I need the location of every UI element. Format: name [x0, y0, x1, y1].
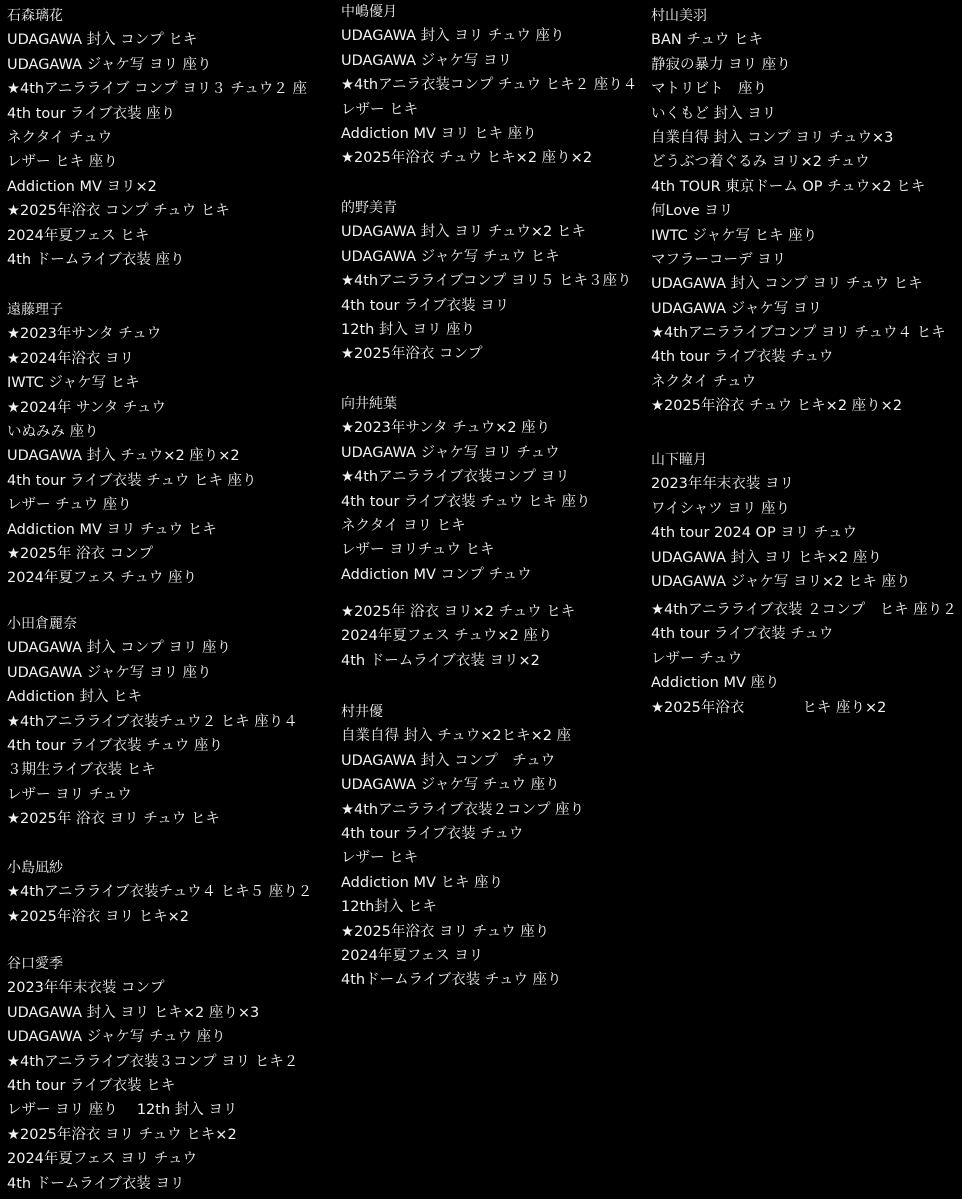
item-line: レザー ヒキ 座り — [7, 154, 118, 171]
item-line: ★2025年浴衣 チュウ ヒキ×2 座り×2 — [651, 398, 903, 415]
item-line: 4th ドームライブ衣装 座り — [7, 251, 185, 268]
item-line: 4th tour ライブ衣装 チュウ 座り — [7, 737, 223, 754]
item-line: UDAGAWA 封入 チュウ×2 座り×2 — [7, 448, 240, 465]
member-block — [7, 298, 334, 591]
item-line: 自業自得 封入 チュウ×2ヒキ×2 座 — [341, 728, 572, 745]
item-line: 自業自得 封入 コンプ ヨリ チュウ×3 — [651, 129, 894, 146]
item-line: ★2025年浴衣 ヨリ チュウ 座り — [341, 923, 550, 940]
item-line: 静寂の暴力 ヨリ 座り — [651, 56, 791, 73]
item-line: ネクタイ チュウ — [651, 373, 757, 390]
item-line: 4th ドームライブ衣装 ヨリ×2 — [341, 652, 540, 669]
member-name: 谷口愛季 — [7, 956, 63, 972]
item-line: ネクタイ ヨリ ヒキ — [341, 517, 466, 534]
item-line: 2024年夏フェス チュウ 座り — [7, 570, 197, 587]
item-line: UDAGAWA 封入 ヨリ ヒキ×2 座り×3 — [7, 1004, 260, 1021]
item-line: Addiction 封入 ヒキ — [7, 689, 143, 706]
item-line: ★2025年浴衣 ヒキ 座り×2 — [651, 699, 887, 716]
member-block — [341, 700, 644, 993]
item-line: 何Love ヨリ — [651, 203, 734, 220]
item-line: 2023年年末衣装 ヨリ — [651, 476, 795, 493]
item-line: 2024年夏フェス チュウ×2 座り — [341, 628, 553, 645]
item-line: 4th tour ライブ衣装 チュウ — [651, 626, 834, 643]
item-line: ★2023年サンタ チュウ — [7, 326, 162, 343]
member-name: 向井純葉 — [341, 396, 397, 412]
item-line: ★4thアニラ衣装コンプ チュウ ヒキ２ 座り４ — [341, 77, 638, 94]
member-block — [7, 612, 334, 832]
item-line: いくもど 封入 ヨリ — [651, 105, 777, 122]
member-block — [7, 856, 334, 929]
item-line: UDAGAWA ジャケ写 チュウ ヒキ — [341, 248, 560, 265]
item-line: Addiction MV コンプ チュウ — [341, 566, 532, 583]
item-line: レザー チュウ — [651, 650, 743, 667]
item-line: ★4thアニラライブ衣装３コンプ ヨリ ヒキ２ — [7, 1053, 299, 1070]
item-line: ★4thアニラライブコンプ ヨリ５ ヒキ３座り — [341, 273, 632, 290]
item-line: ★4thアニラライブ衣装 ２コンプ ヒキ 座り２ — [651, 602, 957, 618]
item-line: ★2025年浴衣 チュウ ヒキ×2 座り×2 — [341, 150, 593, 167]
item-line: いぬみみ 座り — [7, 423, 99, 440]
item-line: UDAGAWA 封入 コンプ ヨリ 座り — [7, 640, 231, 657]
item-line: UDAGAWA ジャケ写 チュウ 座り — [341, 777, 560, 794]
item-line: ★2025年 浴衣 ヨリ×2 チュウ ヒキ — [341, 604, 576, 620]
item-line: Addiction MV ヨリ×2 — [7, 178, 157, 195]
item-line: ★4thアニラライブ衣装チュウ２ ヒキ 座り４ — [7, 713, 298, 730]
item-line: 4th tour ライブ衣装 チュウ ヒキ 座り — [7, 472, 257, 489]
item-line: ★2024年浴衣 ヨリ — [7, 350, 135, 367]
item-line: BAN チュウ ヒキ — [651, 32, 763, 49]
item-line: レザー ヨリ チュウ — [7, 786, 132, 803]
member-name: 遠藤理子 — [7, 302, 63, 318]
item-line: マトリビト 座り — [651, 81, 767, 98]
item-line: ★2025年浴衣 コンプ チュウ ヒキ — [7, 203, 230, 220]
member-name: 山下瞳月 — [651, 452, 707, 468]
member-block — [651, 4, 962, 419]
item-line: UDAGAWA ジャケ写 ヨリ 座り — [7, 664, 212, 681]
item-line: 4th tour ライブ衣装 ヒキ — [7, 1077, 176, 1094]
item-line: ★2025年 浴衣 ヨリ チュウ ヒキ — [7, 811, 220, 828]
item-line: IWTC ジャケ写 ヒキ 座り — [651, 227, 818, 244]
item-line: 2023年年末衣装 コンプ — [7, 980, 165, 997]
item-line: 4th tour ライブ衣装 座り — [7, 105, 176, 122]
item-line: 4th tour 2024 OP ヨリ チュウ — [651, 525, 857, 542]
item-line: UDAGAWA 封入 ヨリ ヒキ×2 座り — [651, 549, 882, 566]
item-line: 12th封入 ヒキ — [341, 899, 437, 916]
item-line: Addiction MV 座り — [651, 675, 780, 692]
item-line: 2024年夏フェス ヨリ — [341, 947, 484, 964]
item-line: ★4thアニラライブコンプ ヨリ チュウ４ ヒキ — [651, 325, 946, 342]
item-line: レザー ヒキ — [341, 101, 419, 118]
member-name: 小田倉麗奈 — [7, 616, 77, 632]
item-line: UDAGAWA ジャケ写 ヨリ 座り — [7, 56, 212, 73]
item-line: 2024年夏フェス ヒキ — [7, 227, 150, 244]
member-name: 中嶋優月 — [341, 4, 397, 20]
item-line: 12th 封入 ヨリ 座り — [341, 321, 476, 338]
member-block — [341, 392, 644, 587]
item-line: UDAGAWA ジャケ写 チュウ 座り — [7, 1029, 226, 1046]
item-line: ★4thアニラライブ衣装コンプ ヨリ — [341, 469, 570, 486]
item-line: レザー チュウ 座り — [7, 497, 132, 514]
member-name: 小島凪紗 — [7, 860, 63, 876]
member-block — [341, 196, 644, 367]
item-line: 4th tour ライブ衣装 チュウ — [341, 825, 524, 842]
item-line: ★4thアニラライブ コンプ ヨリ３ チュウ２ 座 — [7, 81, 308, 98]
item-line: 4th tour ライブ衣装 チュウ — [651, 349, 834, 366]
member-block — [341, 0, 644, 171]
item-line: UDAGAWA ジャケ写 ヨリ×2 ヒキ 座り — [651, 573, 911, 590]
member-block — [341, 600, 644, 673]
item-line: レザー ヨリ 座り 12th 封入 ヨリ — [7, 1102, 238, 1119]
item-line: Addiction MV ヒキ 座り — [341, 874, 504, 891]
item-line: ３期生ライブ衣装 ヒキ — [7, 762, 156, 779]
item-line: 4th tour ライブ衣装 ヨリ — [341, 297, 510, 314]
member-block — [7, 952, 334, 1196]
item-line: 4thドームライブ衣装 チュウ 座り — [341, 972, 562, 989]
item-line: IWTC ジャケ写 ヒキ — [7, 375, 140, 392]
item-line: UDAGAWA 封入 ヨリ チュウ×2 ヒキ — [341, 224, 586, 241]
item-line: ★2023年サンタ チュウ×2 座り — [341, 420, 551, 437]
member-name: 石森璃花 — [7, 8, 63, 24]
item-line: UDAGAWA 封入 コンプ ヨリ チュウ ヒキ — [651, 276, 923, 293]
item-line: ★2024年 サンタ チュウ — [7, 399, 166, 416]
item-line: UDAGAWA 封入 コンプ ヒキ — [7, 32, 198, 49]
item-line: 4th ドームライブ衣装 ヨリ — [7, 1175, 185, 1192]
item-line: UDAGAWA ジャケ写 ヨリ チュウ — [341, 444, 560, 461]
item-line: ★2025年浴衣 ヨリ チュウ ヒキ×2 — [7, 1126, 237, 1143]
item-line: ★4thアニラライブ衣装２コンプ 座り — [341, 801, 585, 818]
item-line: 4th tour ライブ衣装 チュウ ヒキ 座り — [341, 493, 591, 510]
item-line: レザー ヨリチュウ ヒキ — [341, 542, 495, 559]
item-line: ★2025年 浴衣 コンプ — [7, 545, 154, 562]
item-line: UDAGAWA ジャケ写 ヨリ — [341, 52, 512, 69]
item-line: ★2025年浴衣 コンプ — [341, 346, 483, 363]
item-line: ネクタイ チュウ — [7, 129, 113, 146]
item-line: ★4thアニラライブ衣装チュウ４ ヒキ５ 座り２ — [7, 884, 313, 901]
member-block — [651, 448, 962, 594]
member-name: 村山美羽 — [651, 8, 707, 24]
item-line: ワイシャツ ヨリ 座り — [651, 500, 790, 517]
item-line: Addiction MV ヨリ チュウ ヒキ — [7, 521, 217, 538]
member-name: 村井優 — [341, 704, 383, 720]
item-line: どうぶつ着ぐるみ ヨリ×2 チュウ — [651, 154, 870, 171]
item-line: 4th TOUR 東京ドーム OP チュウ×2 ヒキ — [651, 178, 926, 195]
item-line: マフラーコーデ ヨリ — [651, 251, 787, 268]
item-line: UDAGAWA ジャケ写 ヨリ — [651, 300, 822, 317]
item-line: 2024年夏フェス ヨリ チュウ — [7, 1151, 197, 1168]
item-line: Addiction MV ヨリ ヒキ 座り — [341, 125, 537, 142]
item-line: レザー ヒキ — [341, 850, 419, 867]
item-line: UDAGAWA 封入 ヨリ チュウ 座り — [341, 28, 565, 45]
member-block — [651, 598, 962, 720]
member-block — [7, 4, 334, 272]
member-name: 的野美青 — [341, 200, 397, 216]
item-line: ★2025年浴衣 ヨリ ヒキ×2 — [7, 908, 189, 925]
item-line: UDAGAWA 封入 コンプ チュウ — [341, 752, 556, 769]
